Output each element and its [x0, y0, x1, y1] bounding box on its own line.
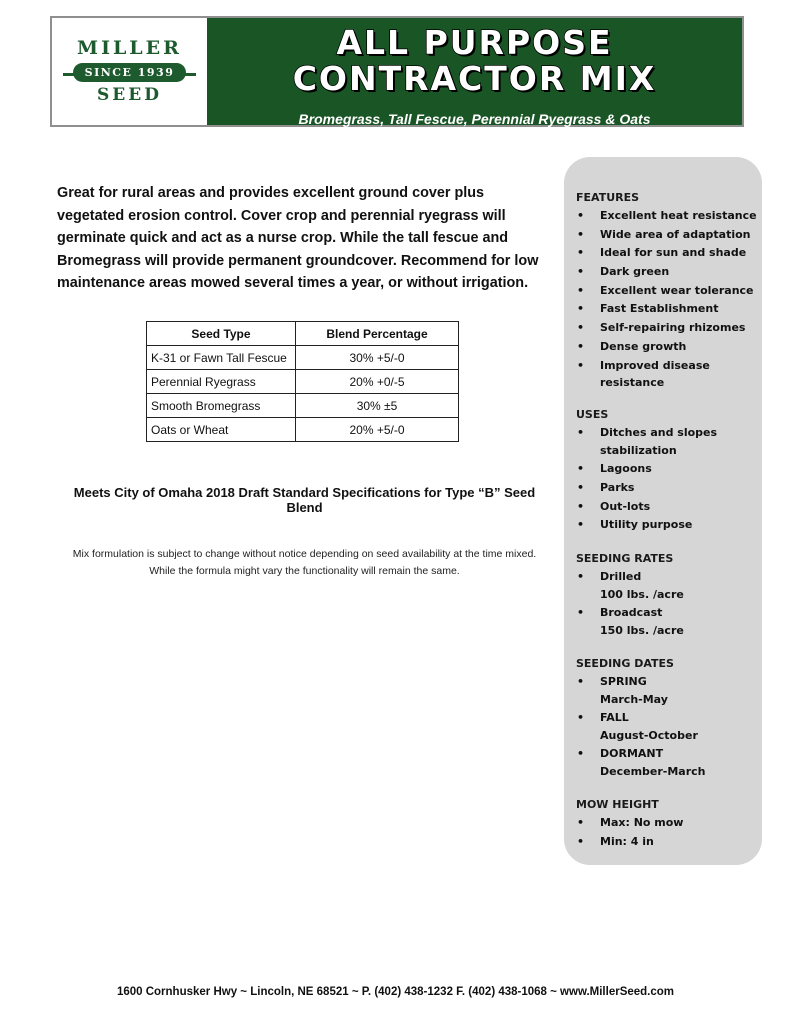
seeding-rates-section: [576, 552, 760, 640]
table-row: [147, 346, 459, 370]
bullet-icon: •: [577, 711, 585, 725]
list-item-label: FALL: [600, 711, 629, 725]
table-cell-seed-type: Smooth Bromegrass: [147, 394, 296, 418]
bullet-icon: •: [577, 747, 585, 761]
list-item-label: Min: 4 in: [600, 834, 654, 848]
logo-bottom-text: SEED: [97, 85, 162, 105]
formulation-note-line-1: Mix formulation is subject to change without notice depending on seed availability at the time mixed.: [72, 548, 537, 560]
seeding-dates-heading: SEEDING DATES: [576, 657, 674, 670]
list-item-label: Ditches and slopes: [600, 426, 718, 439]
table-header-blend-percentage: Blend Percentage: [296, 322, 459, 346]
list-item: [576, 498, 760, 516]
seeding-dates-section: [576, 657, 760, 782]
intro-paragraph: Great for rural areas and provides excellent ground cover plus vegetated erosion control. Cover crop and perennial ryegrass will germinate quick and act as a nurse crop. While the tall fescue and Bromegrass will provide permanent groundcover. Recommend for low maintenance areas mowed several times a year, or without irrigation.: [57, 185, 539, 292]
mow-height-section: [576, 798, 760, 851]
list-item: [576, 319, 760, 337]
bullet-icon: •: [577, 462, 585, 476]
bullet-icon: •: [577, 426, 585, 439]
list-item-label: Excellent heat resistance: [600, 209, 757, 222]
list-item-detail: March-May: [600, 692, 668, 706]
list-item: [576, 357, 760, 392]
list-item: [576, 673, 760, 708]
list-item-label: Improved disease: [600, 358, 710, 372]
list-item-detail: stabilization: [600, 443, 677, 457]
list-item-label: Broadcast: [600, 606, 663, 620]
blend-table: [146, 321, 459, 442]
bullet-icon: •: [577, 499, 585, 513]
product-details-sidebar: [564, 157, 762, 865]
list-item-label: Wide area of adaptation: [600, 227, 751, 241]
list-item: [576, 745, 760, 780]
table-cell-blend-percentage: 30% +5/-0: [296, 346, 459, 370]
page-title-line-1: ALL PURPOSE: [336, 23, 613, 62]
list-item-label: Parks: [600, 480, 635, 494]
bullet-icon: •: [577, 246, 585, 260]
title-panel: [207, 18, 742, 125]
uses-heading: USES: [576, 408, 609, 421]
list-item-detail: resistance: [600, 376, 665, 389]
bullet-icon: •: [577, 302, 585, 316]
list-item: [576, 516, 760, 534]
table-row: [147, 394, 459, 418]
list-item-label: SPRING: [600, 675, 647, 688]
bullet-icon: •: [577, 358, 585, 372]
bullet-icon: •: [577, 518, 585, 532]
uses-list: [576, 424, 760, 534]
bullet-icon: •: [577, 209, 585, 222]
bullet-icon: •: [577, 321, 585, 335]
list-item-detail: December-March: [600, 764, 706, 778]
bullet-icon: •: [577, 480, 585, 494]
table-row: [147, 418, 459, 442]
list-item-label: Dark green: [600, 265, 670, 279]
list-item: [576, 814, 760, 832]
table-cell-seed-type: Perennial Ryegrass: [147, 370, 296, 394]
list-item-label: Max: No mow: [600, 816, 684, 829]
bullet-icon: •: [577, 227, 585, 241]
list-item: [576, 300, 760, 318]
list-item: [576, 424, 760, 459]
miller-seed-logo: [52, 18, 207, 125]
list-item-label: DORMANT: [600, 747, 664, 761]
list-item-label: Excellent wear tolerance: [600, 283, 754, 297]
list-item: [576, 244, 760, 262]
bullet-icon: •: [577, 606, 585, 620]
bullet-icon: •: [577, 816, 585, 829]
table-header-seed-type: Seed Type: [147, 322, 296, 346]
list-item: [576, 604, 760, 639]
table-cell-blend-percentage: 20% +5/-0: [296, 418, 459, 442]
list-item: [576, 282, 760, 300]
list-item-label: Out-lots: [600, 499, 651, 513]
mow-height-heading: MOW HEIGHT: [576, 798, 659, 811]
table-cell-seed-type: Oats or Wheat: [147, 418, 296, 442]
list-item-label: Fast Establishment: [600, 302, 719, 316]
features-section: [576, 191, 760, 393]
table-cell-blend-percentage: 30% ±5: [296, 394, 459, 418]
mow-height-list: [576, 814, 760, 850]
list-item-label: Self-repairing rhizomes: [600, 321, 746, 335]
bullet-icon: •: [577, 570, 585, 583]
uses-section: [576, 408, 760, 535]
table-cell-blend-percentage: 20% +0/-5: [296, 370, 459, 394]
bullet-icon: •: [577, 283, 585, 297]
seeding-rates-list: [576, 568, 760, 639]
bullet-icon: •: [577, 834, 585, 848]
seeding-dates-list: [576, 673, 760, 780]
list-item: [576, 263, 760, 281]
bullet-icon: •: [577, 675, 585, 688]
table-cell-seed-type: K-31 or Fawn Tall Fescue: [147, 346, 296, 370]
table-header-row: [147, 322, 459, 346]
footer-contact: 1600 Cornhusker Hwy ~ Lincoln, NE 68521 ~ P. (402) 438-1232 F. (402) 438-1068 ~ www.MillerSeed.com: [116, 986, 675, 998]
page-subtitle: Bromegrass, Tall Fescue, Perennial Ryegrass & Oats: [298, 111, 651, 127]
seeding-rates-heading: SEEDING RATES: [576, 552, 674, 565]
list-item-label: Lagoons: [600, 462, 652, 476]
logo-top-text: MILLER: [77, 37, 182, 59]
list-item-detail: 150 lbs. /acre: [600, 623, 684, 637]
formulation-note: [57, 546, 552, 580]
bullet-icon: •: [577, 265, 585, 279]
formulation-note-line-2: While the formula might vary the functionality will remain the same.: [149, 565, 460, 577]
logo-banner: SINCE 1939: [73, 63, 187, 82]
list-item-detail: 100 lbs. /acre: [600, 587, 684, 601]
list-item: [576, 460, 760, 478]
page-title-line-2: CONTRACTOR MIX: [292, 59, 657, 98]
list-item: [576, 568, 760, 603]
list-item: [576, 709, 760, 744]
list-item: [576, 207, 760, 225]
list-item: [576, 479, 760, 497]
features-list: [576, 207, 760, 392]
header-banner: [50, 16, 744, 127]
list-item: [576, 338, 760, 356]
specification-statement: Meets City of Omaha 2018 Draft Standard Specifications for Type “B” Seed Blend: [73, 485, 536, 515]
list-item-label: Dense growth: [600, 339, 687, 353]
list-item-label: Utility purpose: [600, 518, 693, 532]
bullet-icon: •: [577, 339, 585, 353]
features-heading: FEATURES: [576, 191, 640, 204]
table-row: [147, 370, 459, 394]
list-item-label: Drilled: [600, 570, 642, 583]
list-item-label: Ideal for sun and shade: [600, 246, 747, 260]
list-item: [576, 833, 760, 851]
list-item: [576, 226, 760, 244]
list-item-detail: August-October: [600, 728, 698, 742]
